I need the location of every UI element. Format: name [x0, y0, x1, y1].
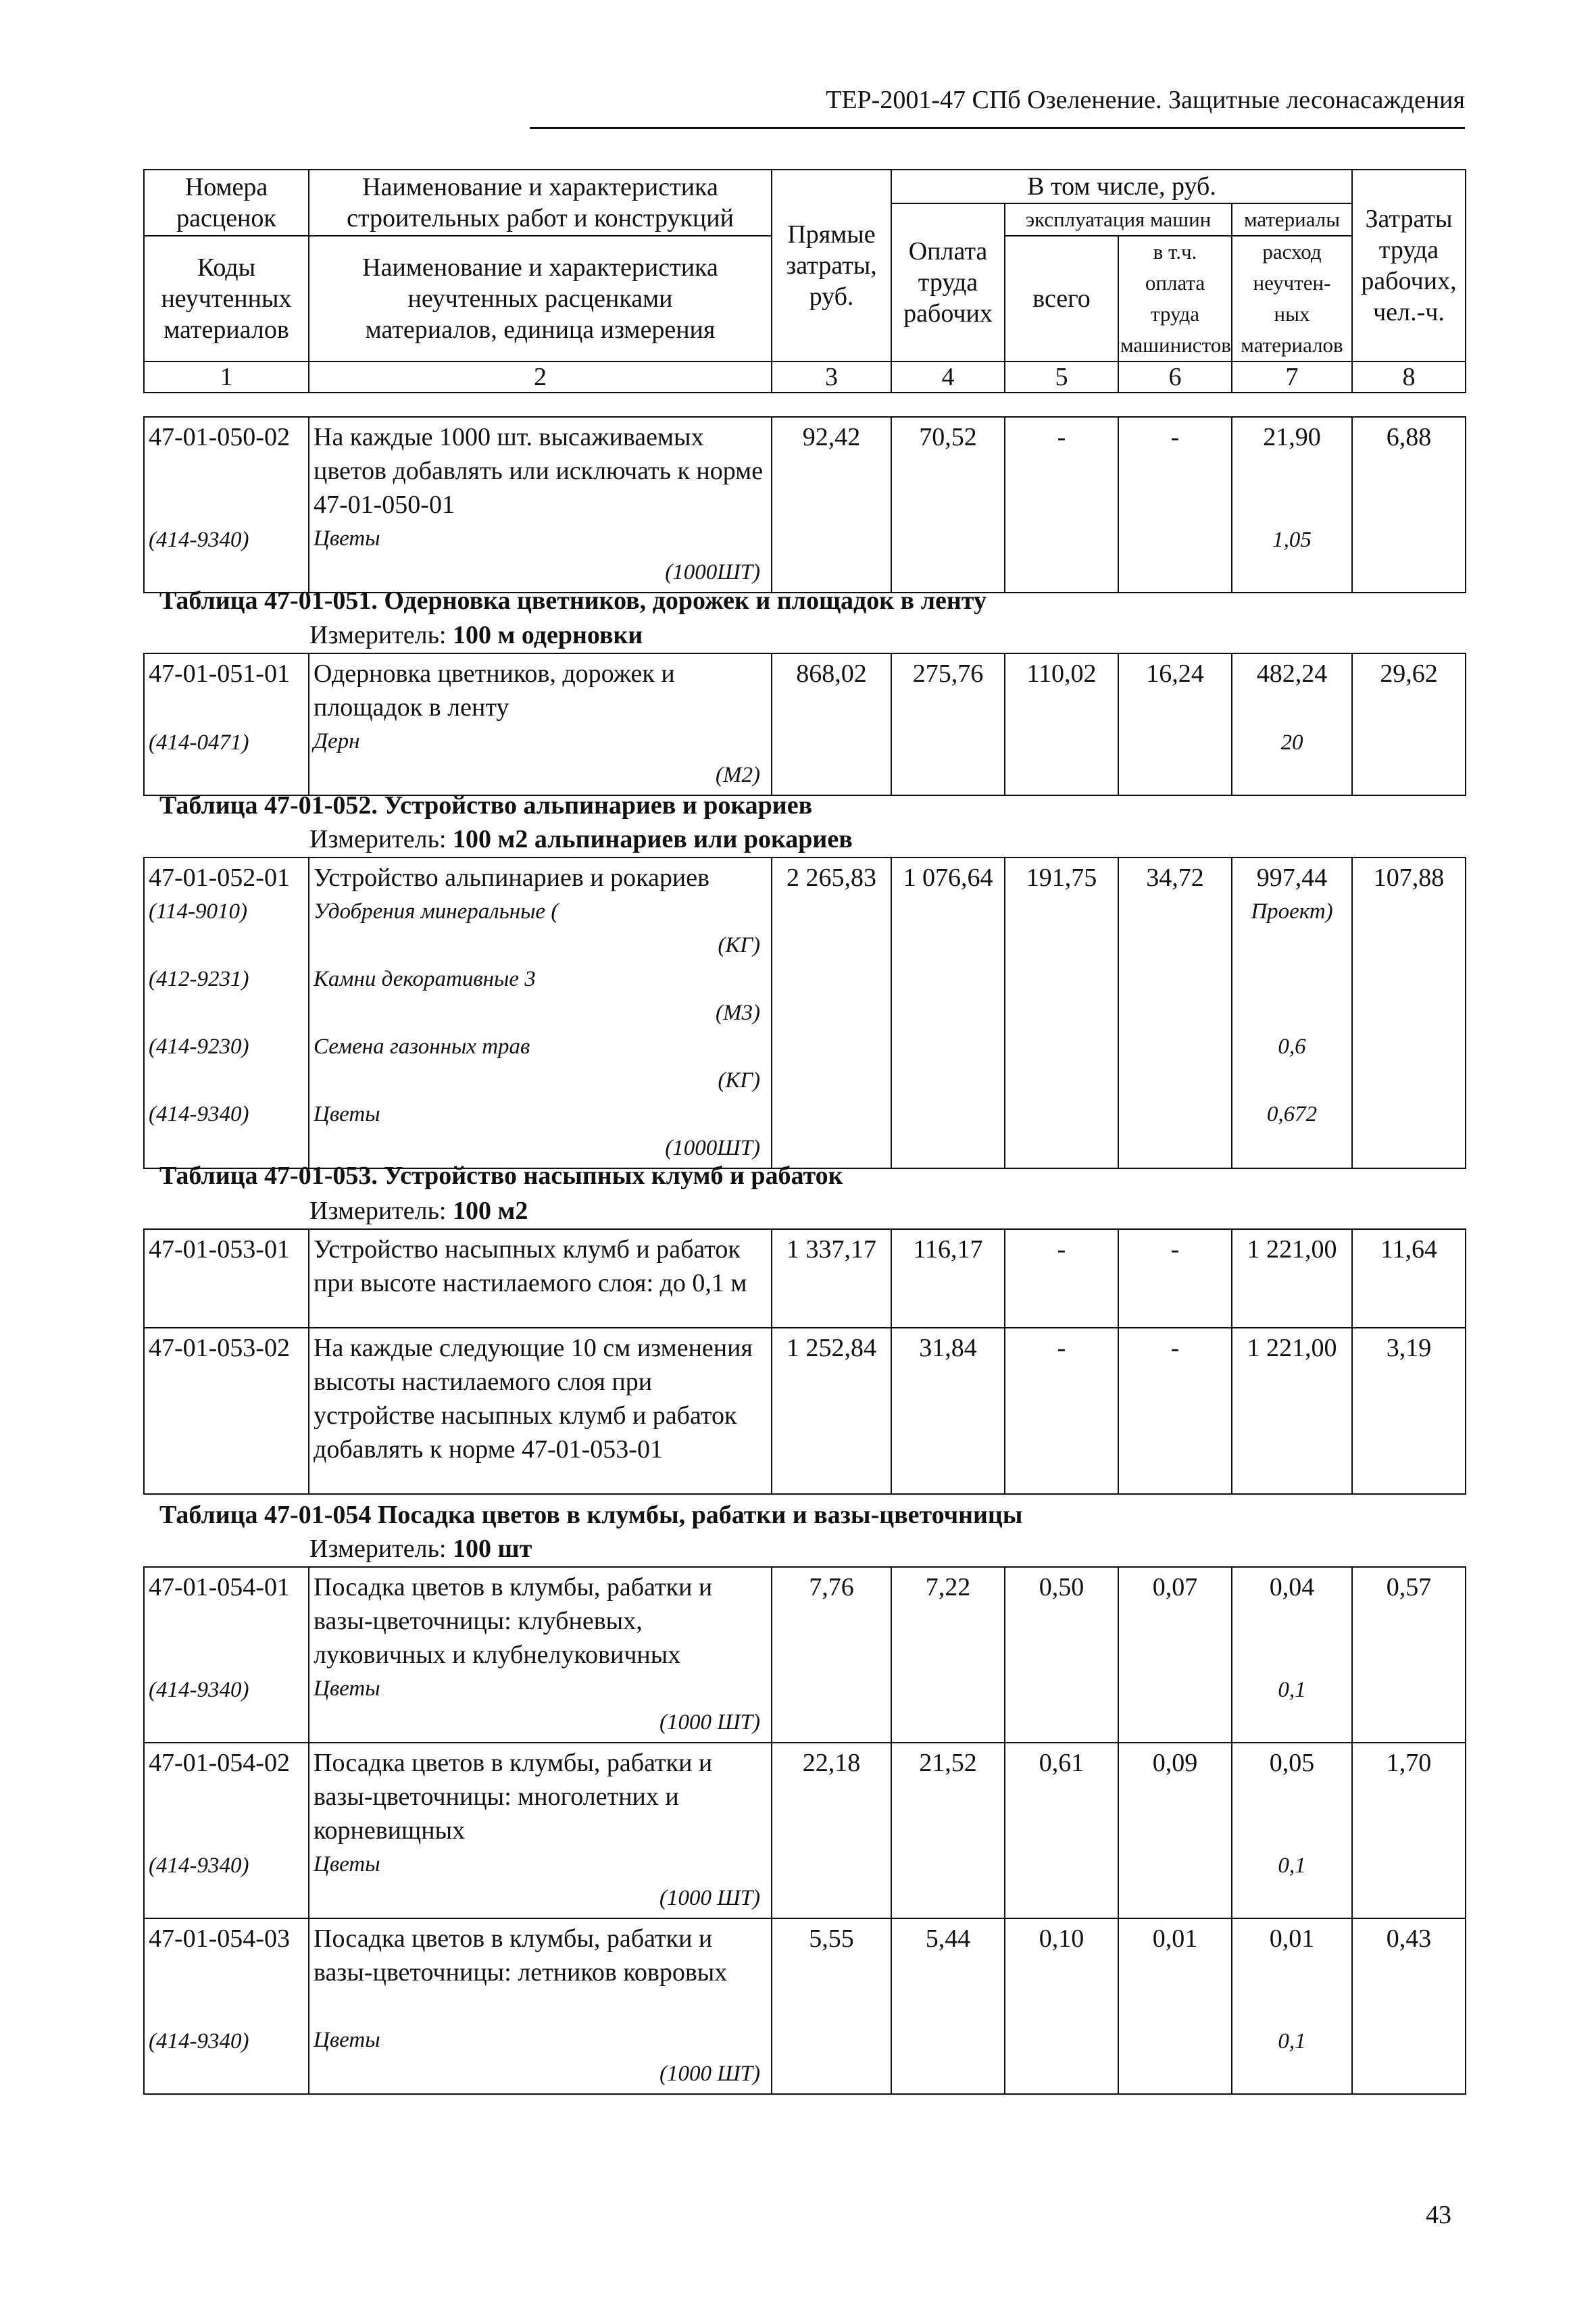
materials-cell: 1 221,00 — [1232, 1328, 1352, 1494]
col-number: 6 — [1118, 362, 1232, 393]
material-code: (414-9230) — [149, 1035, 249, 1059]
material-qty: Проект) — [1251, 899, 1333, 924]
labor-cost: 5,44 — [891, 1918, 1005, 2094]
material-qty: 0,6 — [1278, 1035, 1306, 1059]
rate-name-cell: Устройство альпинариев и рокариев Удобрения минеральные ( (КГ) Камни декоративные 3 (М3) Семена газонных трав (КГ) Цветы (1000ШТ) — [309, 857, 772, 1168]
direct-cost: 5,55 — [772, 1918, 891, 2094]
table-053 — [143, 1228, 1466, 1495]
table-caption-052: Таблица 47-01-052. Устройство альпинариев и рокариев — [159, 791, 813, 820]
rate-name-cell: Посадка цветов в клумбы, рабатки и вазы-цветочницы: клубневых, луковичных и клубнелуковичных Цветы (1000 ШТ) — [309, 1567, 772, 1743]
rate-code-cell: 47-01-054-02 (414-9340) — [144, 1743, 309, 1918]
machine-cost: 0,61 — [1005, 1743, 1118, 1918]
table-row — [144, 1918, 1466, 2094]
column-header-table — [143, 169, 1466, 393]
labor-hours: 107,88 — [1352, 857, 1466, 1168]
col1-header-top: Номера расценок — [144, 170, 309, 236]
materials-cell: 0,01 0,1 — [1232, 1918, 1352, 2094]
header-rule — [530, 127, 1465, 129]
table-row — [144, 1328, 1466, 1494]
group-header: В том числе, руб. — [891, 170, 1352, 203]
material-qty: 0,1 — [1278, 1678, 1306, 1702]
material-code: (414-9340) — [149, 1102, 249, 1126]
machines-header: эксплуатация машин — [1005, 203, 1232, 236]
materials-cell: 0,04 0,1 — [1232, 1567, 1352, 1743]
rate-code-cell: 47-01-051-01 (414-0471) — [144, 653, 309, 795]
material-unit: (КГ) — [718, 1068, 760, 1093]
material-unit: (1000ШТ) — [665, 560, 760, 584]
material-unit: (М3) — [716, 1001, 760, 1025]
table-row — [144, 417, 1466, 593]
col1-header-bottom: Коды неучтенных материалов — [144, 236, 309, 362]
material-name: Семена газонных трав — [314, 1035, 530, 1059]
rate-code-cell: 47-01-054-03 (414-9340) — [144, 1918, 309, 2094]
material-name: Цветы — [314, 2028, 380, 2052]
machinist-labor: 0,01 — [1118, 1918, 1232, 2094]
measure-053: Измеритель: 100 м2 — [309, 1197, 528, 1225]
direct-cost: 1 337,17 — [772, 1229, 891, 1328]
col5-header: всего — [1005, 236, 1118, 362]
col-number: 4 — [891, 362, 1005, 393]
material-code: (114-9010) — [149, 899, 248, 924]
col-number: 5 — [1005, 362, 1118, 393]
labor-cost: 21,52 — [891, 1743, 1005, 1918]
machinist-labor: 16,24 — [1118, 653, 1232, 795]
material-name: Цветы — [314, 1102, 380, 1126]
col2-header-bottom: Наименование и характеристика неучтенных расценками материалов, единица измерения — [309, 236, 772, 362]
col-number: 8 — [1352, 362, 1466, 393]
col3-header: Прямые затраты, руб. — [772, 170, 891, 362]
table-caption-054: Таблица 47-01-054 Посадка цветов в клумбы, рабатки и вазы-цветочницы — [159, 1501, 1023, 1529]
material-code: (414-9340) — [149, 528, 249, 552]
material-code: (414-9340) — [149, 1853, 249, 1878]
col6-header: в т.ч. оплата труда машинистов — [1118, 236, 1232, 362]
materials-cell: 0,05 0,1 — [1232, 1743, 1352, 1918]
machine-cost: - — [1005, 417, 1118, 593]
materials-cell: 997,44 Проект) 0,6 0,672 — [1232, 857, 1352, 1168]
col-number: 3 — [772, 362, 891, 393]
table-row — [144, 1743, 1466, 1918]
rate-name-cell: На каждые 1000 шт. высаживаемых цветов добавлять или исключать к норме 47-01-050-01 Цветы (1000ШТ) — [309, 417, 772, 593]
table-caption-051: Таблица 47-01-051. Одерновка цветников, дорожек и площадок в ленту — [159, 587, 987, 615]
material-name: Дерн — [314, 729, 360, 753]
material-unit: (М2) — [716, 763, 760, 787]
col-number: 2 — [309, 362, 772, 393]
labor-hours: 6,88 — [1352, 417, 1466, 593]
material-code: (414-9340) — [149, 2029, 249, 2053]
block-050 — [143, 416, 1466, 593]
direct-cost: 22,18 — [772, 1743, 891, 1918]
material-name: Камни декоративные 3 — [314, 967, 536, 991]
col-number: 1 — [144, 362, 309, 393]
rate-code-cell: 47-01-052-01 (114-9010) (412-9231) (414-9230) (414-9340) — [144, 857, 309, 1168]
machine-cost: 0,50 — [1005, 1567, 1118, 1743]
machine-cost: 191,75 — [1005, 857, 1118, 1168]
running-header: ТЕР-2001-47 СПб Озеленение. Защитные лесонасаждения — [826, 86, 1465, 114]
material-unit: (1000 ШТ) — [659, 1886, 760, 1910]
rate-name-cell: Посадка цветов в клумбы, рабатки и вазы-цветочницы: многолетних и корневищных Цветы (1000 ШТ) — [309, 1743, 772, 1918]
labor-hours: 1,70 — [1352, 1743, 1466, 1918]
col2-header-top: Наименование и характеристика строительных работ и конструкций — [309, 170, 772, 236]
direct-cost: 7,76 — [772, 1567, 891, 1743]
col4-header: Оплата труда рабочих — [891, 203, 1005, 362]
material-code: (414-0471) — [149, 730, 249, 755]
machine-cost: - — [1005, 1229, 1118, 1328]
material-name: Цветы — [314, 1852, 380, 1876]
table-row — [144, 1229, 1466, 1328]
machinist-labor: - — [1118, 1229, 1232, 1328]
material-unit: (1000ШТ) — [665, 1136, 760, 1160]
material-name: Цветы — [314, 526, 380, 551]
table-row — [144, 1567, 1466, 1743]
table-row — [144, 857, 1466, 1168]
labor-cost: 275,76 — [891, 653, 1005, 795]
rate-code-cell: 47-01-053-01 — [144, 1229, 309, 1328]
rate-name-cell: Устройство насыпных клумб и рабаток при высоте настилаемого слоя: до 0,1 м — [309, 1229, 772, 1328]
measure-054: Измеритель: 100 шт — [309, 1535, 532, 1563]
materials-cell: 21,90 1,05 — [1232, 417, 1352, 593]
direct-cost: 1 252,84 — [772, 1328, 891, 1494]
material-qty: 20 — [1280, 730, 1303, 755]
material-qty: 0,1 — [1278, 2029, 1306, 2053]
material-qty: 0,672 — [1266, 1102, 1318, 1126]
col8-header: Затраты труда рабочих, чел.-ч. — [1352, 170, 1466, 362]
col-number: 7 — [1232, 362, 1352, 393]
machine-cost: - — [1005, 1328, 1118, 1494]
table-caption-053: Таблица 47-01-053. Устройство насыпных клумб и рабаток — [159, 1162, 843, 1190]
material-unit: (КГ) — [718, 933, 760, 957]
machinist-labor: - — [1118, 417, 1232, 593]
rate-name-cell: На каждые следующие 10 см изменения высоты настилаемого слоя при устройстве насыпных клумб и рабаток добавлять к норме 47-01-053-01 — [309, 1328, 772, 1494]
machinist-labor: 34,72 — [1118, 857, 1232, 1168]
labor-cost: 1 076,64 — [891, 857, 1005, 1168]
machinist-labor: 0,07 — [1118, 1567, 1232, 1743]
labor-hours: 0,43 — [1352, 1918, 1466, 2094]
labor-hours: 3,19 — [1352, 1328, 1466, 1494]
material-code: (412-9231) — [149, 967, 249, 991]
machine-cost: 0,10 — [1005, 1918, 1118, 2094]
labor-hours: 0,57 — [1352, 1567, 1466, 1743]
labor-cost: 70,52 — [891, 417, 1005, 593]
direct-cost: 92,42 — [772, 417, 891, 593]
materials-header: материалы — [1232, 203, 1352, 236]
rate-name-cell: Посадка цветов в клумбы, рабатки и вазы-цветочницы: летников ковровых Цветы (1000 ШТ) — [309, 1918, 772, 2094]
materials-cell: 482,24 20 — [1232, 653, 1352, 795]
rate-code-cell: 47-01-050-02 (414-9340) — [144, 417, 309, 593]
measure-051: Измеритель: 100 м одерновки — [309, 621, 643, 649]
measure-052: Измеритель: 100 м2 альпинариев или рокариев — [309, 825, 853, 853]
table-052 — [143, 857, 1466, 1169]
materials-cell: 1 221,00 — [1232, 1229, 1352, 1328]
material-unit: (1000 ШТ) — [659, 1710, 760, 1735]
table-051 — [143, 653, 1466, 796]
direct-cost: 2 265,83 — [772, 857, 891, 1168]
page-number: 43 — [1426, 2201, 1451, 2229]
labor-cost: 7,22 — [891, 1567, 1005, 1743]
labor-hours: 29,62 — [1352, 653, 1466, 795]
material-unit: (1000 ШТ) — [659, 2062, 760, 2086]
labor-hours: 11,64 — [1352, 1229, 1466, 1328]
labor-cost: 31,84 — [891, 1328, 1005, 1494]
material-qty: 0,1 — [1278, 1853, 1306, 1878]
material-qty: 1,05 — [1272, 528, 1312, 552]
machinist-labor: - — [1118, 1328, 1232, 1494]
material-name: Удобрения минеральные ( — [314, 899, 559, 924]
table-row — [144, 653, 1466, 795]
rate-code-cell: 47-01-054-01 (414-9340) — [144, 1567, 309, 1743]
labor-cost: 116,17 — [891, 1229, 1005, 1328]
material-name: Цветы — [314, 1676, 380, 1701]
rate-name-cell: Одерновка цветников, дорожек и площадок в ленту Дерн (М2) — [309, 653, 772, 795]
rate-code-cell: 47-01-053-02 — [144, 1328, 309, 1494]
material-code: (414-9340) — [149, 1678, 249, 1702]
table-054 — [143, 1566, 1466, 2095]
machinist-labor: 0,09 — [1118, 1743, 1232, 1918]
machine-cost: 110,02 — [1005, 653, 1118, 795]
col7-header: расход неучтен- ных материалов — [1232, 236, 1352, 362]
direct-cost: 868,02 — [772, 653, 891, 795]
